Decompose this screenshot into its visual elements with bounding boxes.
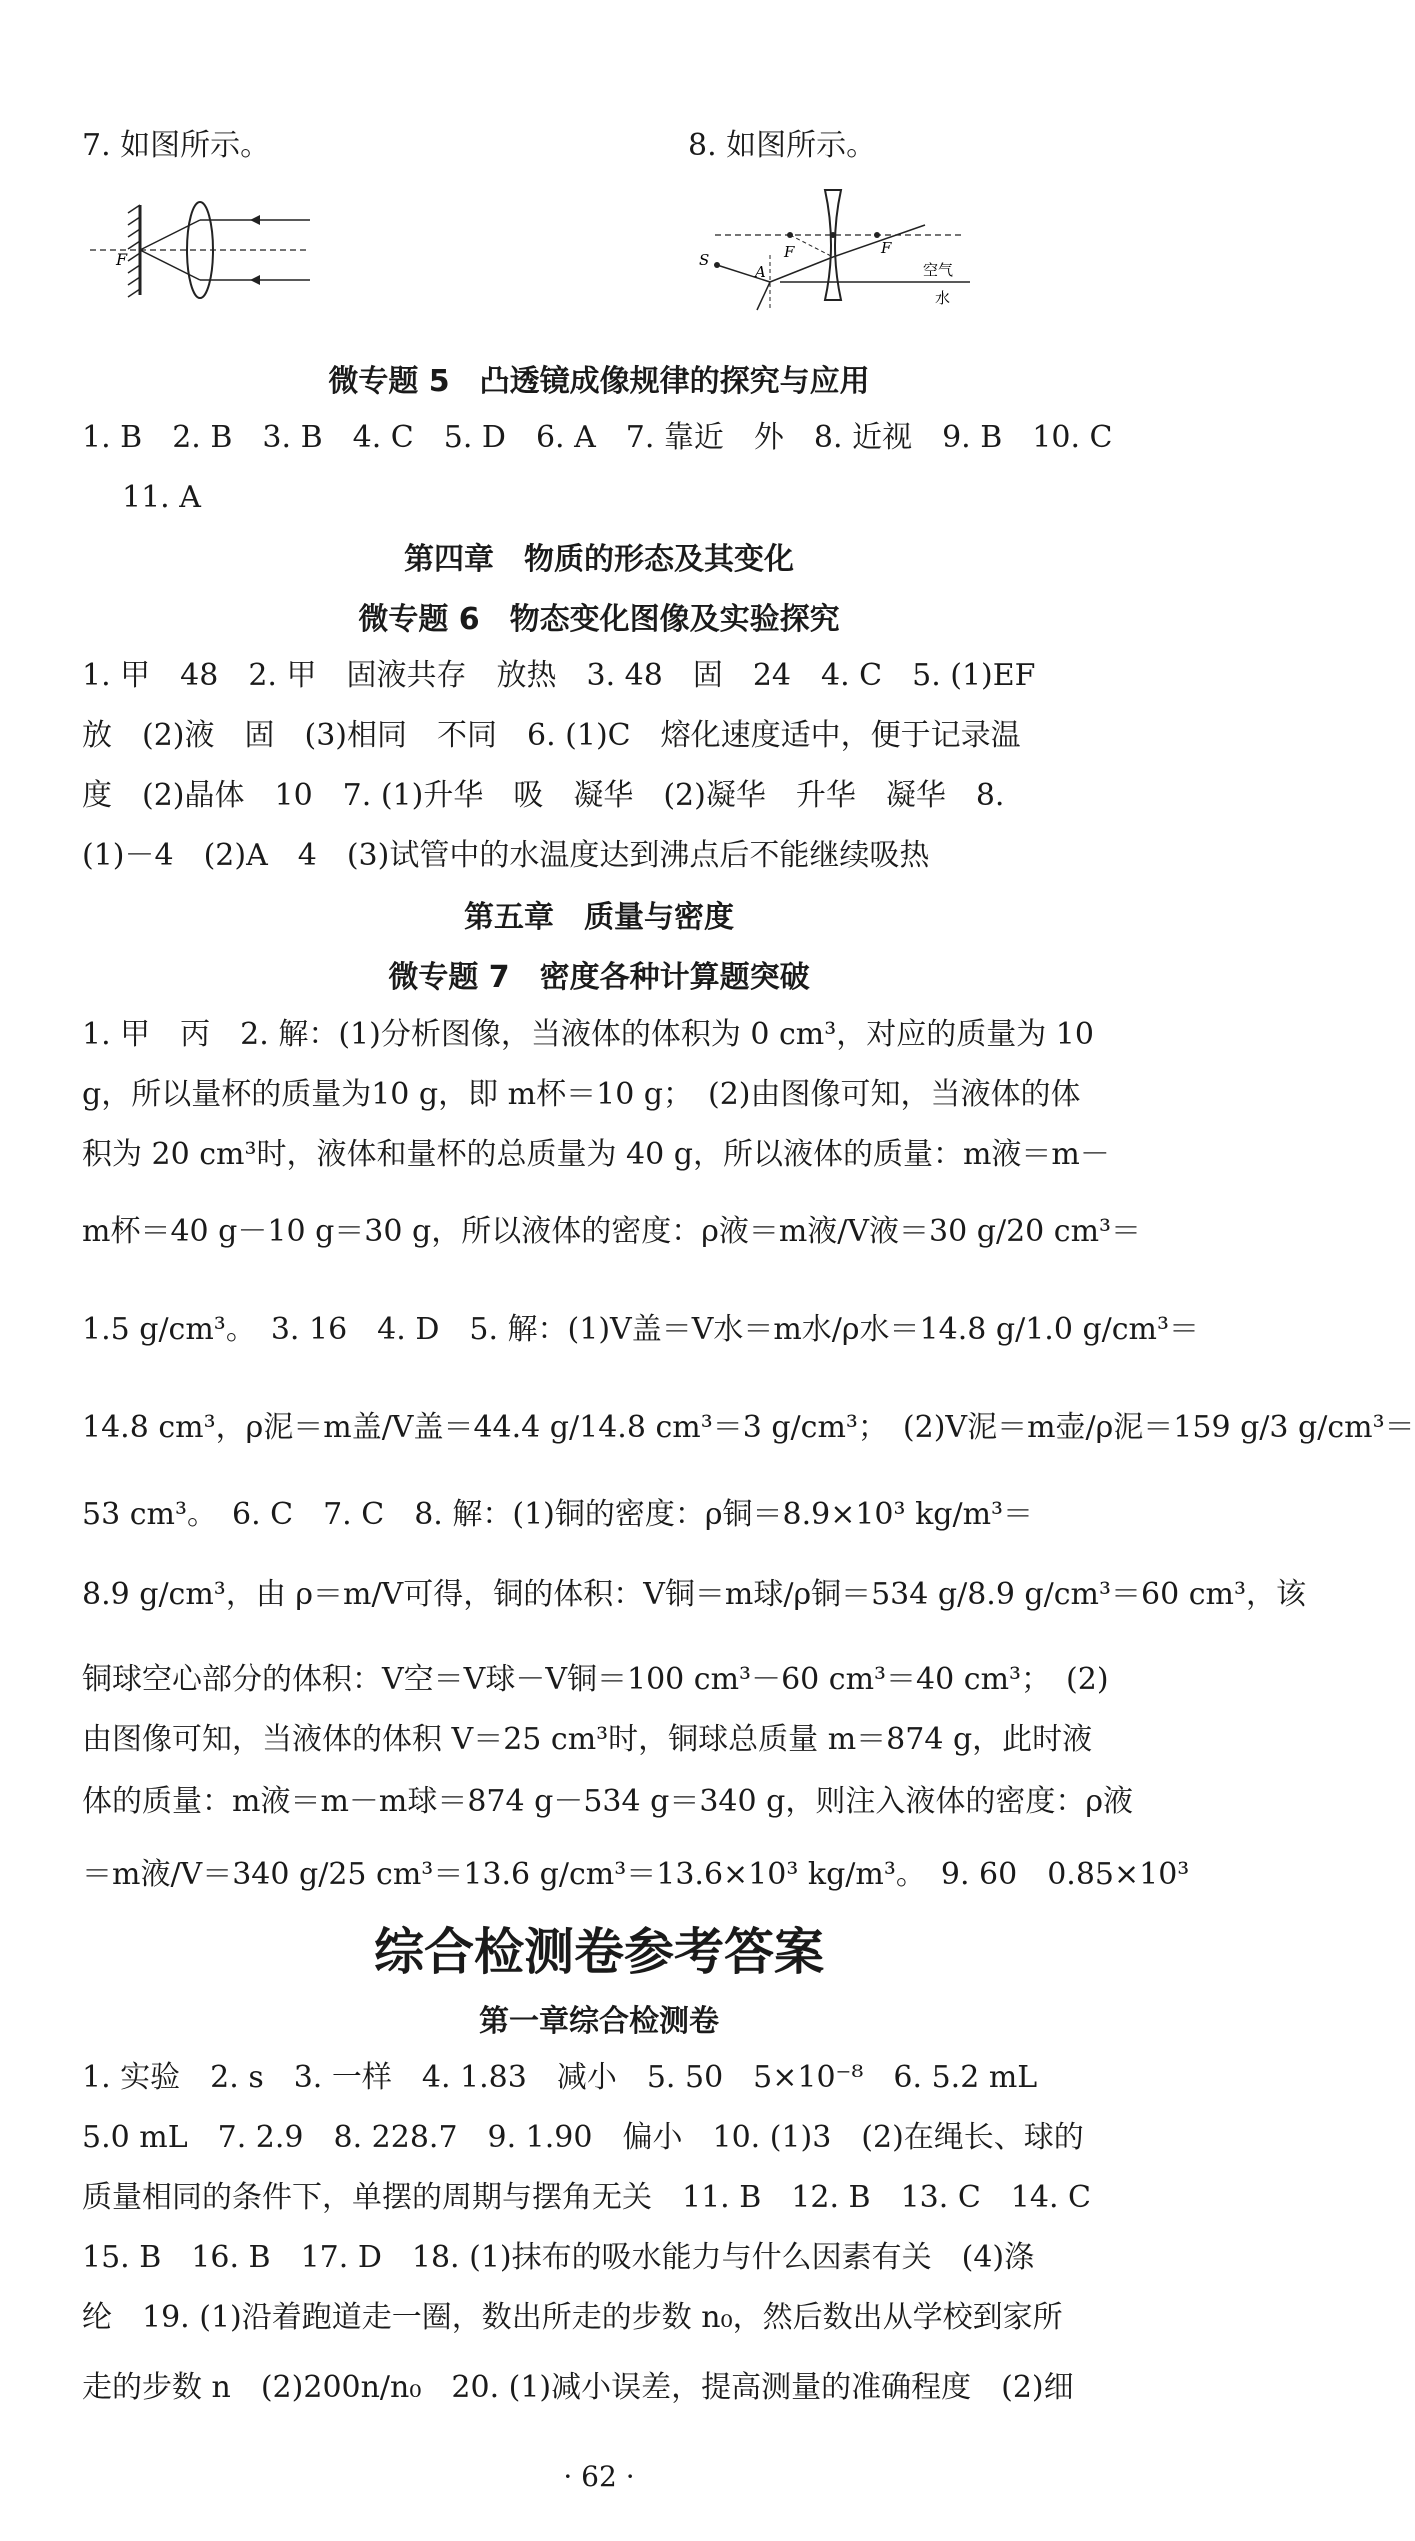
label-s: S — [699, 251, 710, 269]
answer-line: 1. 甲 丙 2. 解：(1)分析图像，当液体的体积为 0 cm³，对应的质量为 10 — [82, 1017, 1094, 1052]
answer-line: 1.5 g/cm³。 3. 16 4. D 5. 解：(1)V盖＝V水＝m水/ρ水＝14.8 g/1.0 g/cm³＝ — [82, 1312, 1200, 1347]
answer-line: 纶 19. (1)沿着跑道走一圈，数出所走的步数 n₀，然后数出从学校到家所 — [82, 2300, 1063, 2335]
label-a: A — [755, 263, 766, 281]
figure-7-lens-diagram — [80, 195, 320, 305]
answer-line: 走的步数 n (2)200n/n₀ 20. (1)减小误差，提高测量的准确程度 (2)细 — [82, 2370, 1074, 2405]
page-number: · 62 · — [563, 2460, 635, 2493]
answer-line: 15. B 16. B 17. D 18. (1)抹布的吸水能力与什么因素有关 (4)涤 — [82, 2240, 1035, 2275]
ray-refracted-out — [833, 225, 925, 257]
focus-label: F — [116, 250, 128, 269]
ray-reflected — [770, 257, 833, 282]
mirror-hatch — [128, 205, 140, 297]
answer-line: 8.9 g/cm³，由 ρ＝m/V可得，铜的体积：V铜＝m球/ρ铜＝534 g/8.9 g/cm³＝60 cm³，该 — [82, 1577, 1307, 1612]
section-title-mini7: 微专题 7 密度各种计算题突破 — [388, 960, 810, 995]
answer-line: 53 cm³。 6. C 7. C 8. 解：(1)铜的密度：ρ铜＝8.9×10³ kg/m³＝ — [82, 1497, 1034, 1532]
label-f1: F — [784, 243, 795, 261]
answer-line: 11. A — [122, 480, 201, 515]
arrow-top — [250, 215, 260, 225]
arrow-bottom — [250, 275, 260, 285]
answer-line: 放 (2)液 固 (3)相同 不同 6. (1)C 熔化速度适中，便于记录温 — [82, 718, 1021, 753]
big-heading: 综合检测卷参考答案 — [374, 1923, 824, 1981]
label-water: 水 — [935, 289, 951, 307]
chapter-title-4: 第四章 物质的形态及其变化 — [404, 542, 794, 577]
ray-bottom-converge — [140, 250, 200, 280]
ray-underwater — [757, 282, 770, 310]
focus-3-dot — [874, 232, 880, 238]
section-title-mini5: 微专题 5 凸透镜成像规律的探究与应用 — [328, 364, 870, 399]
answer-line: 铜球空心部分的体积：V空＝V球－V铜＝100 cm³－60 cm³＝40 cm³； (2) — [82, 1662, 1109, 1697]
answer-line: 1. B 2. B 3. B 4. C 5. D 6. A 7. 靠近 外 8. 近视 9. B 10. C — [82, 420, 1113, 455]
label-air: 空气 — [923, 261, 954, 279]
ray-top-converge — [140, 220, 200, 250]
focus-2-dot — [830, 232, 836, 238]
figure-8-caption: 8. 如图所示。 — [688, 128, 877, 163]
answer-line: 1. 实验 2. s 3. 一样 4. 1.83 减小 5. 50 5×10⁻⁸ 6. 5.2 mL — [82, 2060, 1038, 2095]
answer-line: ＝m液/V＝340 g/25 cm³＝13.6 g/cm³＝13.6×10³ kg/m³。 9. 60 0.85×10³ — [82, 1857, 1190, 1892]
answer-line: 度 (2)晶体 10 7. (1)升华 吸 凝华 (2)凝华 升华 凝华 8. — [82, 778, 1005, 813]
concave-lens — [825, 190, 841, 300]
answer-line: g，所以量杯的质量为10 g，即 m杯＝10 g； (2)由图像可知，当液体的体 — [82, 1077, 1081, 1112]
answer-line: 积为 20 cm³时，液体和量杯的总质量为 40 g，所以液体的质量：m液＝m－ — [82, 1137, 1110, 1172]
section-title-mini6: 微专题 6 物态变化图像及实验探究 — [358, 602, 840, 637]
answer-line: 14.8 cm³，ρ泥＝m盖/V盖＝44.4 g/14.8 cm³＝3 g/cm³； (2)V泥＝m壶/ρ泥＝159 g/3 g/cm³＝ — [82, 1410, 1415, 1445]
section-title-test1: 第一章综合检测卷 — [479, 2004, 719, 2039]
answer-line: 体的质量：m液＝m－m球＝874 g－534 g＝340 g，则注入液体的密度：ρ液 — [82, 1784, 1133, 1819]
figure-8-lens-diagram — [685, 185, 975, 325]
label-f2: F — [881, 239, 892, 257]
figure-7-caption: 7. 如图所示。 — [82, 128, 271, 163]
answer-line: 由图像可知，当液体的体积 V＝25 cm³时，铜球总质量 m＝874 g，此时液 — [82, 1722, 1093, 1757]
answer-line: 质量相同的条件下，单摆的周期与摆角无关 11. B 12. B 13. C 14. C — [82, 2180, 1091, 2215]
ray-virtual — [790, 235, 833, 257]
answer-line: m杯＝40 g－10 g＝30 g，所以液体的密度：ρ液＝m液/V液＝30 g/20 cm³＝ — [82, 1214, 1142, 1249]
chapter-title-5: 第五章 质量与密度 — [464, 900, 734, 935]
answer-line: 1. 甲 48 2. 甲 固液共存 放热 3. 48 固 24 4. C 5. (1)EF — [82, 658, 1036, 693]
answer-line: (1)－4 (2)A 4 (3)试管中的水温度达到沸点后不能继续吸热 — [82, 838, 930, 873]
answer-line: 5.0 mL 7. 2.9 8. 228.7 9. 1.90 偏小 10. (1)3 (2)在绳长、球的 — [82, 2120, 1084, 2155]
